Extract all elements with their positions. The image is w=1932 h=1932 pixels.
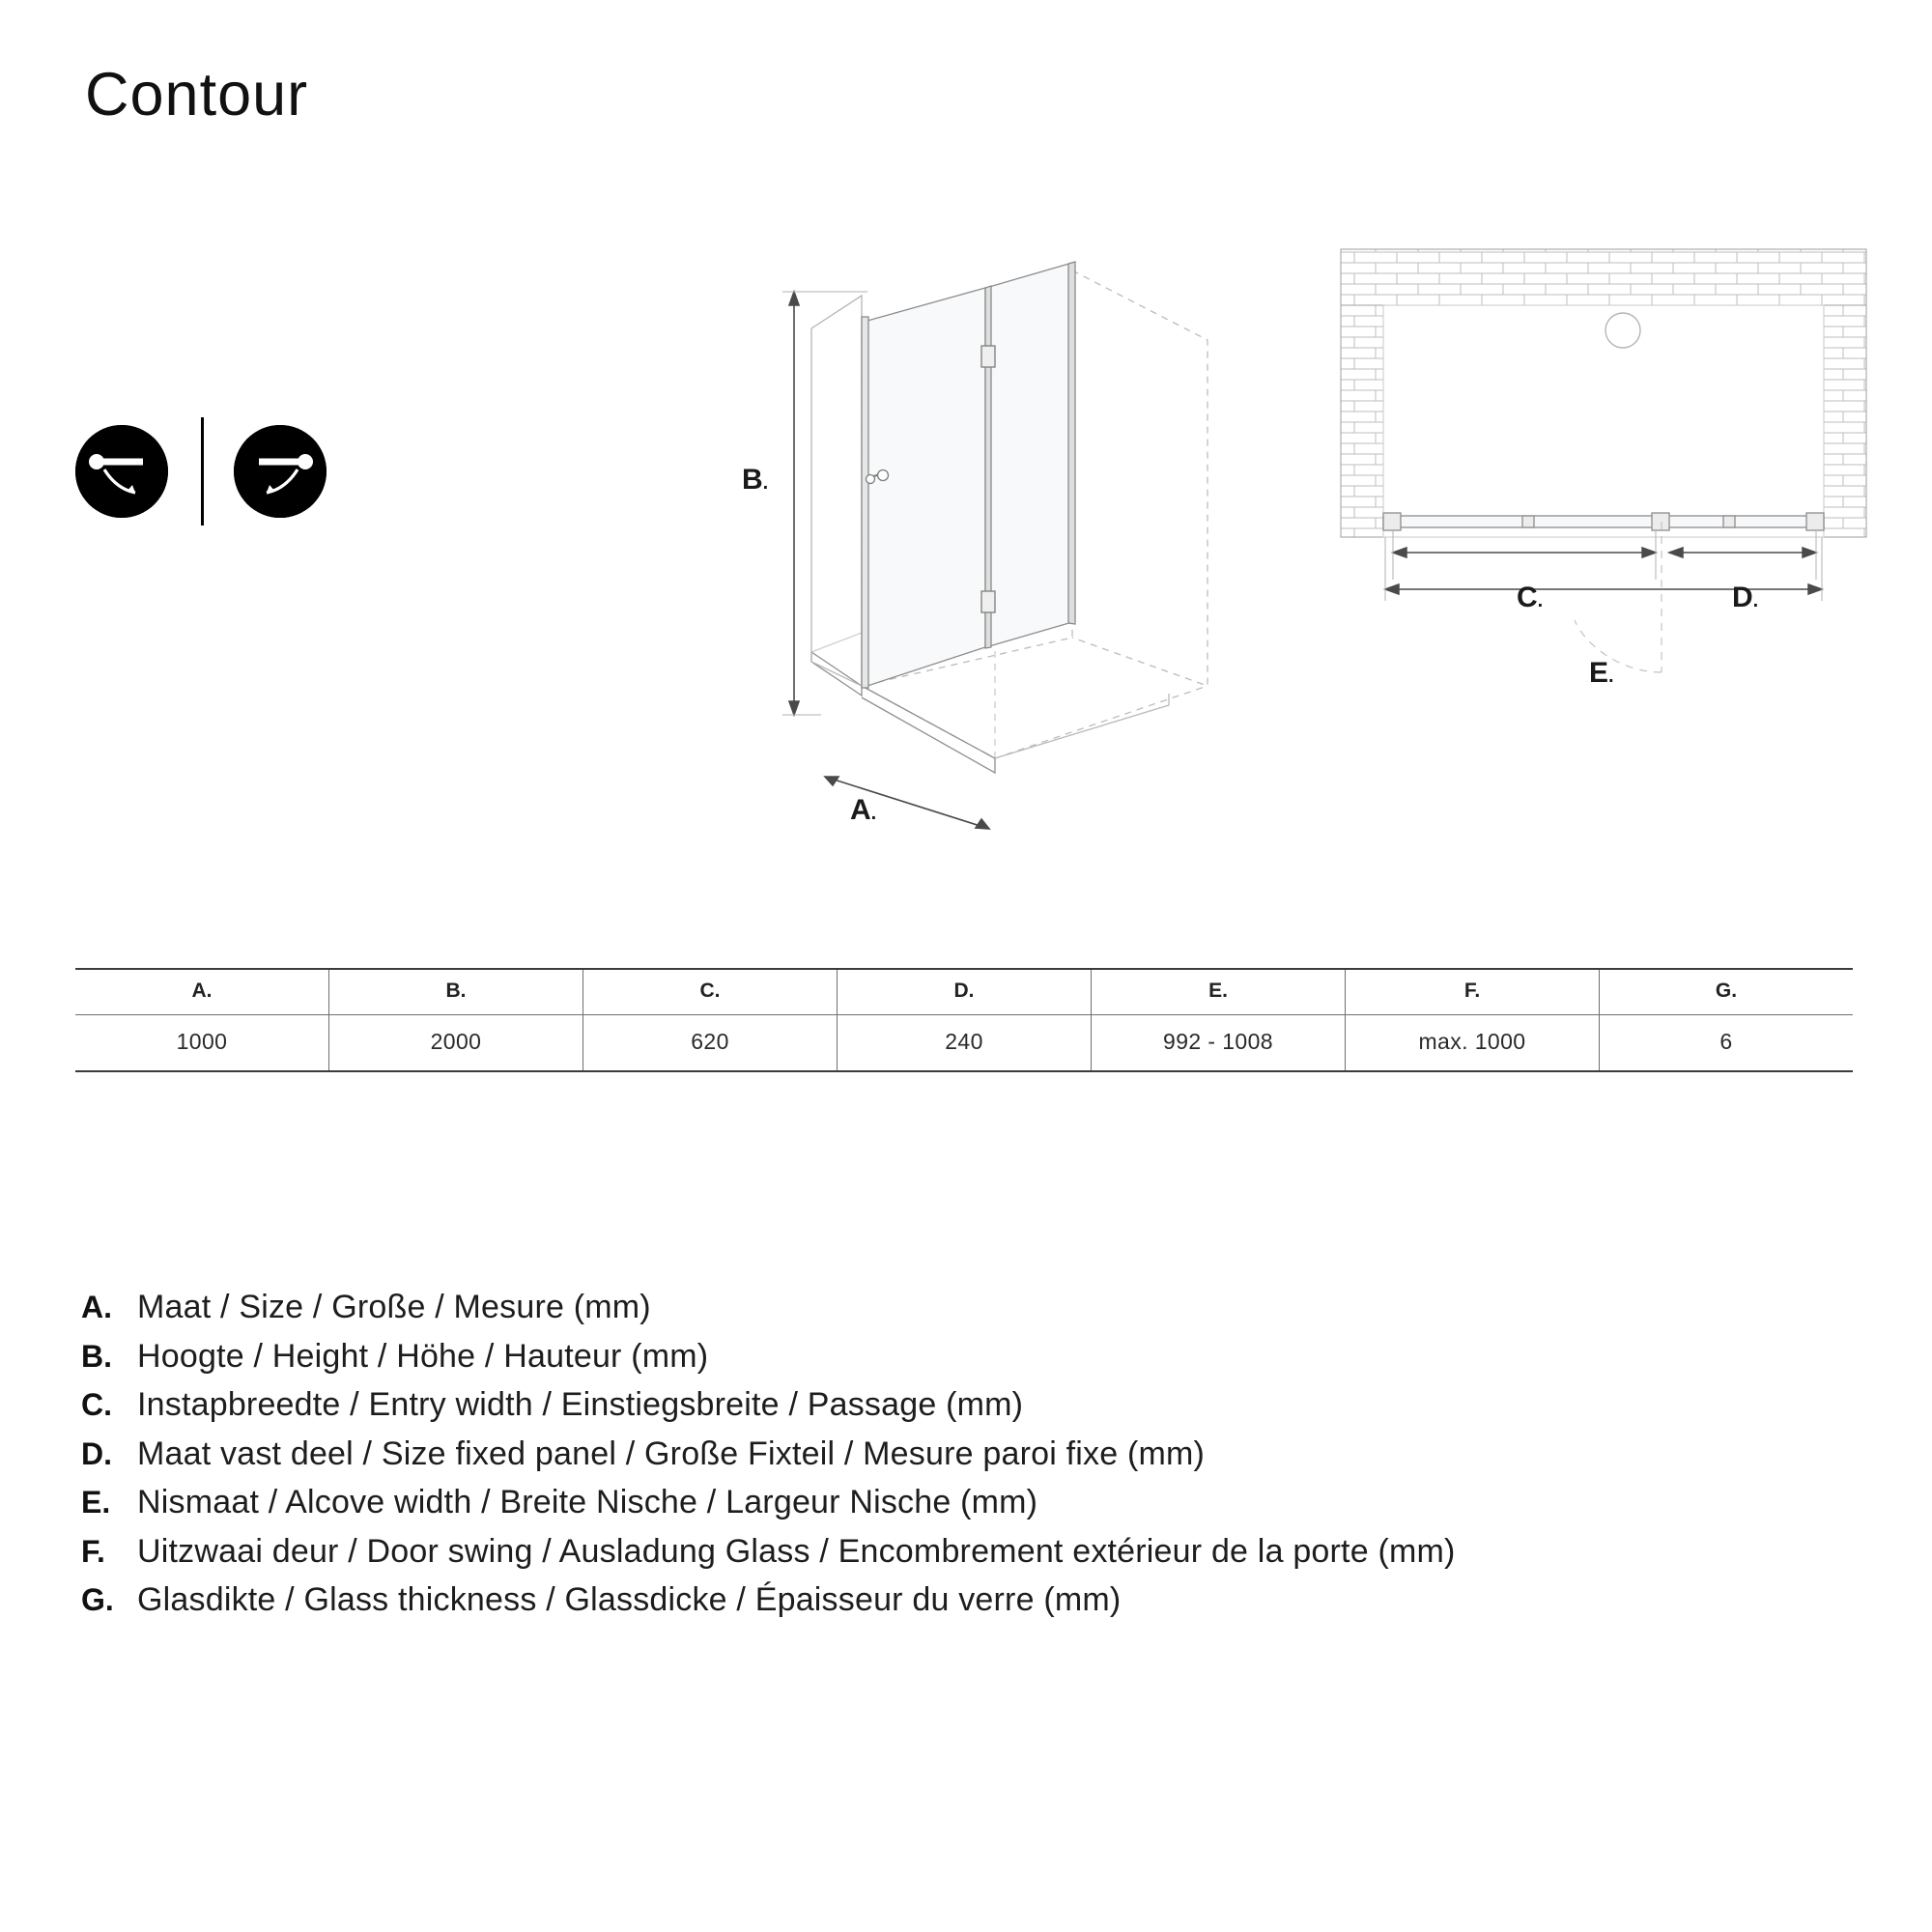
table-header-cell: E.	[1092, 970, 1346, 1014]
page-title: Contour	[85, 61, 309, 128]
table-row	[75, 1015, 1853, 1070]
legend-key: F.	[81, 1533, 105, 1569]
legend-text: Instapbreedte / Entry width / Einstiegsbreite / Passage (mm)	[137, 1386, 1024, 1424]
dimension-label-d: D.	[1732, 582, 1759, 613]
table-cell: 620	[583, 1015, 838, 1070]
legend-key: B.	[81, 1338, 112, 1374]
door-swing-left-icon	[75, 425, 168, 518]
legend-text: Hoogte / Height / Höhe / Hauteur (mm)	[137, 1337, 709, 1375]
legend	[81, 1287, 1878, 1629]
legend-key: E.	[81, 1485, 111, 1520]
legend-key: A.	[81, 1290, 112, 1324]
dimensions-table	[75, 968, 1853, 1072]
legend-text: Glasdikte / Glass thickness / Glassdicke / Épaisseur du verre (mm)	[137, 1581, 1122, 1619]
table-header-cell: B.	[329, 970, 583, 1014]
table-cell: 240	[838, 1015, 1092, 1070]
list-item	[81, 1336, 1878, 1378]
table-cell: 992 - 1008	[1092, 1015, 1346, 1070]
isometric-shower-drawing	[753, 232, 1236, 831]
dimension-label-a: A.	[850, 794, 877, 826]
table-cell: 1000	[75, 1015, 329, 1070]
alcove-plan-drawing	[1333, 242, 1874, 696]
table-cell: max. 1000	[1346, 1015, 1600, 1070]
dimension-label-e: E.	[1589, 657, 1614, 689]
door-swing-options	[75, 417, 365, 543]
legend-key: C.	[81, 1387, 112, 1423]
list-item	[81, 1287, 1878, 1329]
legend-text: Uitzwaai deur / Door swing / Ausladung Glass / Encombrement extérieur de la porte (mm)	[137, 1532, 1456, 1570]
legend-key: G.	[81, 1582, 114, 1618]
table-header-cell: A.	[75, 970, 329, 1014]
dimension-label-b: B.	[742, 464, 769, 496]
list-item	[81, 1384, 1878, 1427]
table-cell: 6	[1719, 1029, 1733, 1054]
table-header-cell: F.	[1346, 970, 1600, 1014]
legend-key: D.	[81, 1435, 112, 1471]
dimension-label-c: C.	[1517, 582, 1544, 613]
list-item	[81, 1531, 1878, 1574]
table-header-cell: D.	[838, 970, 1092, 1014]
list-item	[81, 1579, 1878, 1622]
table-header-row	[75, 970, 1853, 1015]
list-item	[81, 1482, 1878, 1524]
door-swing-right-icon	[234, 425, 327, 518]
table-header-cell: C.	[583, 970, 838, 1014]
vertical-divider	[201, 417, 204, 526]
legend-text: Nismaat / Alcove width / Breite Nische / Largeur Nische (mm)	[137, 1484, 1038, 1521]
legend-text: Maat / Size / Große / Mesure (mm)	[137, 1289, 651, 1325]
table-header-cell: G.	[1715, 980, 1738, 1002]
table-cell: 2000	[329, 1015, 583, 1070]
legend-text: Maat vast deel / Size fixed panel / Große Fixteil / Mesure paroi fixe (mm)	[137, 1435, 1206, 1472]
list-item	[81, 1434, 1878, 1476]
